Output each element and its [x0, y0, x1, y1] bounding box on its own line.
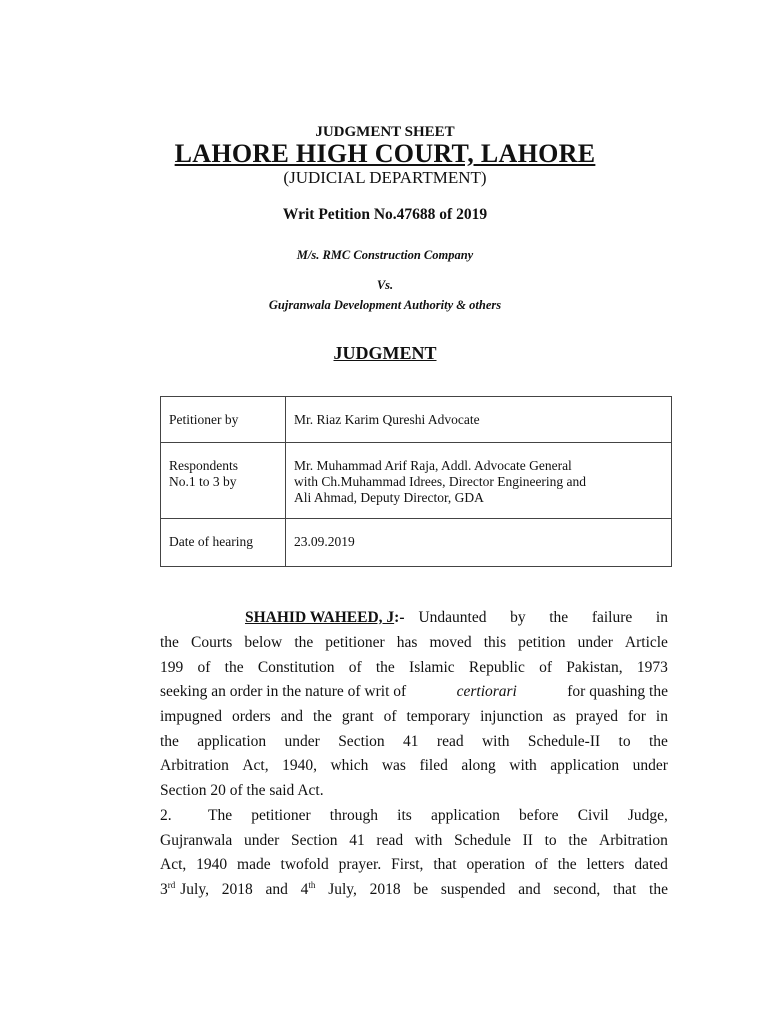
body-line — [160, 782, 668, 800]
word: the — [549, 609, 569, 626]
row-value: Mr. Riaz Karim Qureshi Advocate — [286, 397, 672, 443]
word: twofold — [280, 856, 329, 873]
word: read — [376, 832, 404, 849]
word: moved — [429, 634, 472, 651]
body-line — [160, 634, 668, 652]
word: of — [383, 708, 397, 725]
word: in — [655, 609, 668, 626]
word: First, — [391, 856, 424, 873]
word: be — [413, 881, 429, 898]
judgment-heading: JUDGMENT — [333, 343, 437, 363]
body-line — [160, 807, 668, 825]
word: Article — [624, 634, 668, 651]
body-line — [160, 832, 668, 850]
word: the — [648, 733, 668, 750]
word: along — [461, 757, 496, 774]
word: petitioner — [325, 634, 385, 651]
line-text — [180, 881, 668, 899]
line-text: Section 20 of the said Act. — [160, 782, 324, 799]
line-text — [208, 807, 668, 825]
word: operation — [466, 856, 526, 873]
line-text: for quashing the — [567, 683, 668, 700]
word: and — [518, 881, 541, 898]
word: the — [557, 856, 577, 873]
italic-term: certiorari — [456, 683, 517, 700]
word: under — [632, 757, 668, 774]
word: for — [627, 708, 646, 725]
line-text — [418, 609, 668, 627]
word: has — [396, 634, 418, 651]
word: with — [414, 832, 443, 849]
word: Judge, — [627, 807, 668, 824]
word: orders — [231, 708, 271, 725]
word: under — [577, 634, 613, 651]
row-label: Date of hearing — [161, 519, 286, 567]
paragraph-number: 2. — [160, 807, 172, 824]
word: as — [552, 708, 566, 725]
word: July, — [328, 881, 357, 898]
word: failure — [591, 609, 633, 626]
word: application — [430, 807, 500, 824]
word: temporary — [406, 708, 471, 725]
ordinal-suffix: rd — [167, 879, 176, 890]
judge-name: SHAHID WAHEED, J — [245, 609, 395, 626]
date-number: 3 — [160, 881, 168, 898]
word: Pakistan, — [566, 659, 623, 676]
word: of — [197, 659, 211, 676]
word: impugned — [160, 708, 222, 725]
word: Schedule-II — [527, 733, 601, 750]
judge-suffix: :- — [394, 609, 405, 626]
word: Section — [291, 832, 338, 849]
row-value — [286, 443, 672, 519]
word: to — [544, 832, 557, 849]
word: the — [568, 832, 588, 849]
word: Civil — [577, 807, 609, 824]
word: the — [160, 733, 179, 750]
word: application — [550, 757, 620, 774]
word: injunction — [480, 708, 543, 725]
body-line — [160, 659, 668, 677]
word: application — [197, 733, 267, 750]
word: with — [509, 757, 537, 774]
word: 41 — [403, 733, 419, 750]
word: petition — [518, 634, 566, 651]
value-line: Ali Ahmad, Deputy Director, GDA — [294, 490, 484, 505]
word: Act, — [242, 757, 269, 774]
word: July, — [180, 881, 209, 898]
word: 4th — [300, 879, 316, 898]
line-text — [160, 881, 175, 899]
word: the — [649, 881, 668, 898]
word: petitioner — [251, 807, 311, 824]
word: this — [483, 634, 507, 651]
word: to — [618, 733, 631, 750]
word: the — [312, 708, 332, 725]
word: the — [160, 634, 179, 651]
word: 1940, — [282, 757, 317, 774]
word: before — [518, 807, 559, 824]
body-line — [160, 683, 668, 701]
word: of — [348, 659, 362, 676]
label-line: Respondents — [169, 458, 238, 473]
word: the — [375, 659, 395, 676]
word: in — [655, 708, 668, 725]
word: with — [481, 733, 510, 750]
word: filed — [419, 757, 448, 774]
body-line — [160, 757, 668, 775]
row-value: 23.09.2019 — [286, 519, 672, 567]
value-line: with Ch.Muhammad Idrees, Director Engineering and — [294, 474, 587, 489]
row-label — [161, 443, 286, 519]
word: its — [397, 807, 412, 824]
word: The — [208, 807, 233, 824]
word: made — [237, 856, 271, 873]
word: through — [329, 807, 379, 824]
word: Arbitration — [599, 832, 668, 849]
case-number: Writ Petition No.47688 of 2019 — [282, 206, 488, 223]
value-line: Mr. Muhammad Arif Raja, Addl. Advocate General — [294, 458, 572, 473]
word: and — [280, 708, 304, 725]
word: second, — [553, 881, 601, 898]
word: that — [433, 856, 457, 873]
body-line — [245, 609, 668, 627]
judgment-sheet-title: JUDGMENT SHEET — [315, 124, 455, 140]
word: which — [330, 757, 369, 774]
word: read — [436, 733, 464, 750]
body-line — [160, 881, 668, 899]
word: Section — [338, 733, 385, 750]
word: Courts — [190, 634, 233, 651]
word: of — [534, 856, 548, 873]
word: suspended — [440, 881, 506, 898]
word: Act, — [160, 856, 187, 873]
word: of — [539, 659, 553, 676]
respondent-name: Gujranwala Development Authority & others — [268, 298, 502, 312]
word: 2018 — [369, 881, 401, 898]
word: Undaunted — [418, 609, 487, 626]
word: under — [244, 832, 280, 849]
court-name: LAHORE HIGH COURT, LAHORE — [174, 139, 596, 168]
table-row — [161, 397, 672, 443]
word: Arbitration — [160, 757, 229, 774]
word: Republic — [468, 659, 525, 676]
word: 1973 — [636, 659, 668, 676]
word: Constitution — [257, 659, 335, 676]
department: (JUDICIAL DEPARTMENT) — [283, 168, 487, 187]
judge-name-wrap — [245, 609, 404, 627]
word: 1940 — [196, 856, 228, 873]
versus: Vs. — [376, 278, 394, 292]
word: 199 — [160, 659, 184, 676]
appearances-table — [160, 396, 672, 567]
word: grant — [341, 708, 374, 725]
word: below — [244, 634, 283, 651]
word: was — [381, 757, 406, 774]
row-label: Petitioner by — [161, 397, 286, 443]
word: the — [224, 659, 244, 676]
word: Gujranwala — [160, 832, 233, 849]
body-line — [160, 856, 668, 874]
table-row — [161, 443, 672, 519]
table-row — [161, 519, 672, 567]
word: Islamic — [409, 659, 455, 676]
word: 2018 — [221, 881, 253, 898]
petitioner-name: M/s. RMC Construction Company — [296, 248, 474, 262]
word: that — [613, 881, 637, 898]
word: Schedule — [454, 832, 511, 849]
word: under — [284, 733, 320, 750]
label-line: No.1 to 3 by — [169, 474, 237, 489]
body-line — [160, 708, 668, 726]
word: letters — [586, 856, 625, 873]
ordinal-suffix: th — [308, 879, 316, 890]
word: by — [510, 609, 526, 626]
word: and — [265, 881, 288, 898]
word: the — [294, 634, 314, 651]
word: prayed — [575, 708, 618, 725]
word: 41 — [349, 832, 365, 849]
word: II — [522, 832, 533, 849]
word: dated — [634, 856, 668, 873]
body-line — [160, 733, 668, 751]
line-text: seeking an order in the nature of writ of — [160, 683, 407, 700]
word: prayer. — [338, 856, 382, 873]
